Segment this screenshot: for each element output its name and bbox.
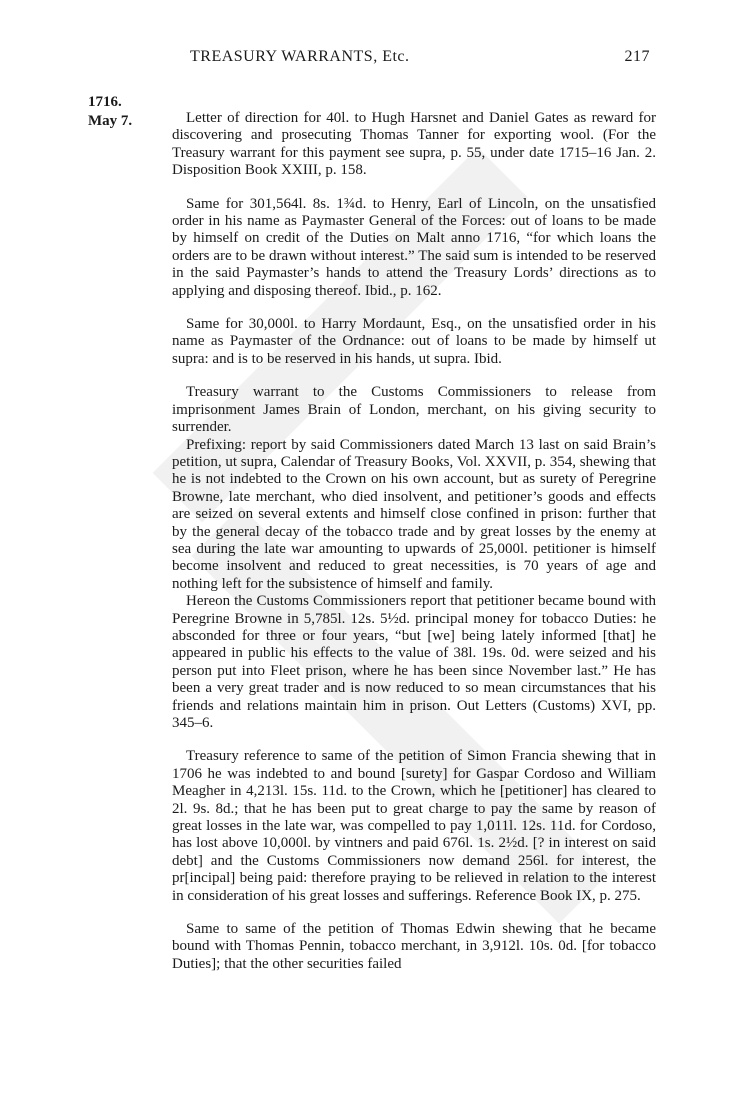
paragraph: Same for 30,000l. to Harry Mordaunt, Esq., on the unsatisfied order in his name as Paymaster of the Ordnance: out of loans to be made by himself ut supra: and is to be reserved in his hands, ut supra. Ibid. bbox=[172, 316, 656, 367]
paragraph: Treasury warrant to the Customs Commissioners to release from imprisonment James Brain of London, merchant, on his giving security to surrender. bbox=[172, 384, 656, 436]
running-header bbox=[190, 48, 650, 66]
margin-date: May 7. bbox=[88, 113, 133, 129]
header-title: TREASURY WARRANTS, Etc. bbox=[190, 48, 410, 65]
paragraph: Letter of direction for 40l. to Hugh Harsnet and Daniel Gates as reward for discovering and prosecuting Thomas Tanner for exporting wool. (For the Treasury warrant for this payment see supra, p. 55, under date 1715–16 Jan. 2. Disposition Book XXIII, p. 158. bbox=[172, 110, 656, 179]
paragraph: Prefixing: report by said Commissioners dated March 13 last on said Brain’s petition, ut supra, Calendar of Treasury Books, Vol. XXVII, p. 354, shewing that he is not indebted to the Crown on his own account, but as surety of Peregrine Browne, late merchant, who died insolvent, and petitioner’s goods and effects are seized on several extents and himself close confined in prison: further that by the general decay of the tobacco trade and by great losses by the enemy at sea during the late war amounting to upwards of 25,000l. petitioner is himself become insolvent and reduced to great necessities, is 70 years of age and nothing left for the subsistence of himself and family. bbox=[172, 436, 656, 592]
paragraph: Hereon the Customs Commissioners report that petitioner became bound with Peregrine Browne in 5,785l. 12s. 5½d. principal money for tobacco Duties: he absconded for three or four years, “but [we] being lately informed [that] he appeared in public his effects to the value of 38l. 19s. 0d. were seized and his person put into Fleet prison, where he has been since November last.” He has been a very great trader and is now reduced to so mean circumstances that his friends and relations maintain him in prison. Out Letters (Customs) XVI, pp. 345–6. bbox=[172, 593, 656, 731]
body-text bbox=[172, 110, 656, 989]
paragraph: Same to same of the petition of Thomas Edwin shewing that he became bound with Thomas Pennin, tobacco merchant, in 3,912l. 10s. 0d. [for tobacco Duties]; that the other securities failed bbox=[172, 921, 656, 972]
page-number: 217 bbox=[624, 48, 650, 65]
paragraph: Treasury reference to same of the petition of Simon Francia shewing that in 1706 he was indebted to and bound [surety] for Gaspar Cordoso and William Meagher in 4,213l. 15s. 11d. to the Crown, which he [petitioner] has cleared to 2l. 9s. 8d.; that he has been put to great charge to pay the same by reason of great losses in the late war, was compelled to pay 1,011l. 12s. 11d. for Cordoso, has lost above 10,000l. by vintners and paid 676l. 1s. 2½d. [? in interest on said debt] and the Customs Commissioners now demand 256l. for interest, the pr[incipal] being paid: therefore praying to be relieved in relation to the interest in consideration of his great losses and sufferings. Reference Book IX, p. 275. bbox=[172, 748, 656, 904]
margin-year: 1716. bbox=[88, 94, 122, 110]
paragraph: Same for 301,564l. 8s. 1¾d. to Henry, Earl of Lincoln, on the unsatisfied order in his name as Paymaster General of the Forces: out of loans to be made by himself on credit of the Duties on Malt anno 1716, “for which loans the orders are to be drawn without interest.” The said sum is intended to be reserved in the said Paymaster’s hands to attend the Treasury Lords’ directions as to applying and disposing thereof. Ibid., p. 162. bbox=[172, 195, 656, 299]
